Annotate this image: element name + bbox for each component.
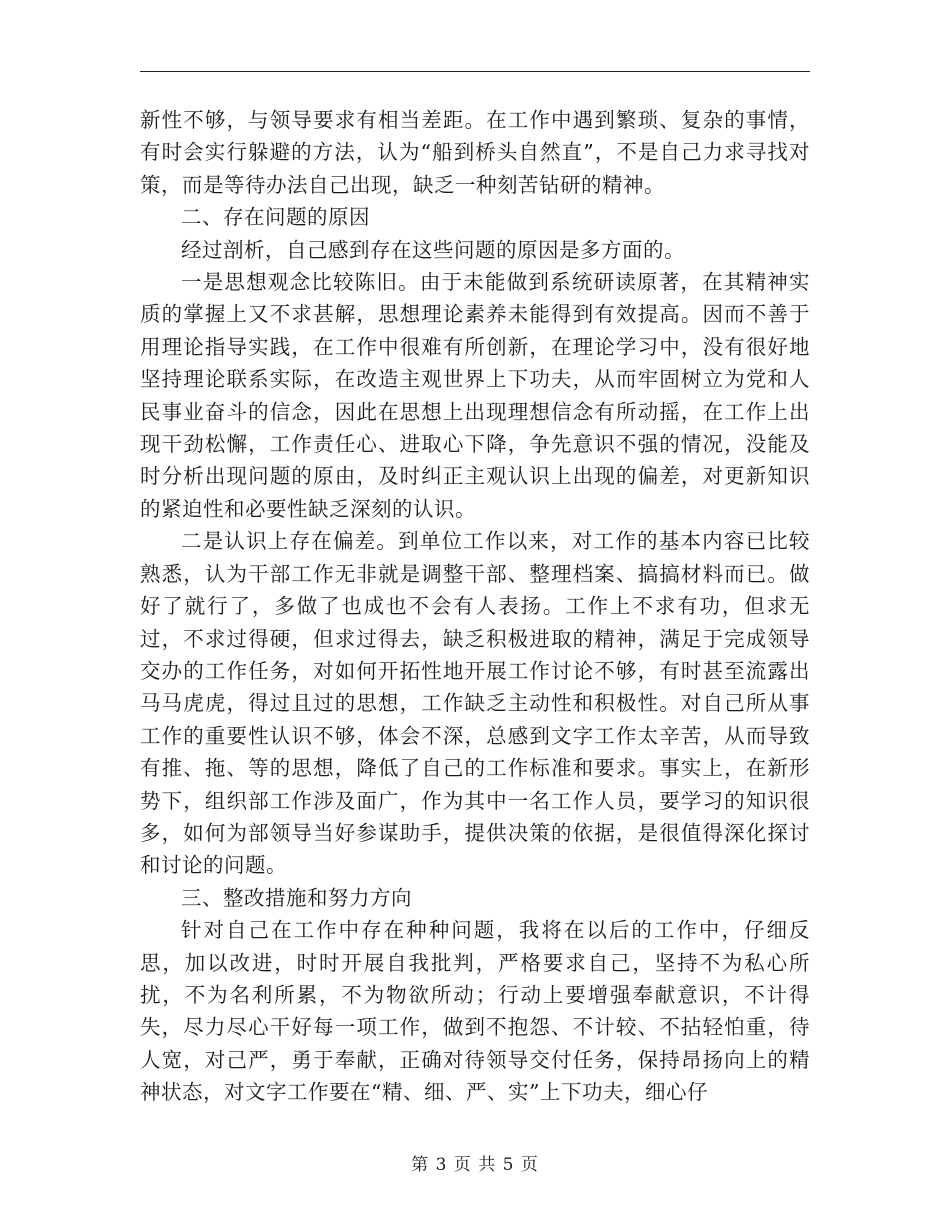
document-body [140,104,810,1109]
paragraph-intro: 经过剖析，自己感到存在这些问题的原因是多方面的。 [181,237,685,262]
paragraph-cause-two: 二是认识上存在偏差。到单位工作以来，对工作的基本内容已比较熟悉，认为干部工作无非就是调整干部、整理档案、搞搞材料而已。做好了就行了，多做了也成也不会有人表扬。工作上不求有功，但求无过，不求过得硬，但求过得去，缺乏积极进取的精神，满足于完成领导交办的工作任务，对如何开拓性地开展工作讨论不够，有时甚至流露出马马虎虎，得过且过的思想，工作缺乏主动性和积极性。对自己所从事工作的重要性认识不够，体会不深，总感到文字工作太辛苦，从而导致有推、拖、等的思想，降低了自己的工作标准和要求。事实上，在新形势下，组织部工作涉及面广，作为其中一名工作人员，要学习的知识很多，如何为部领导当好参谋助手，提供决策的依据，是很值得深化探讨和讨论的问题。 [140,529,810,878]
section-heading-causes: 二、存在问题的原因 [181,205,370,230]
page-footer: 第 3 页 共 5 页 [411,1155,539,1175]
header-rule [140,71,810,72]
section-heading-measures: 三、整改措施和努力方向 [181,885,412,910]
paragraph-measures: 针对自己在工作中存在种种问题，我将在以后的工作中，仔细反思，加以改进，时时开展自我批判，严格要求自己，坚持不为私心所扰，不为名利所累，不为物欲所动；行动上要增强奉献意识，不计得失，尽力尽心干好每一项工作，做到不抱怨、不计较、不拈轻怕重，待人宽，对己严，勇于奉献，正确对待领导交付任务，保持昂扬向上的精神状态，对文字工作要在“精、细、严、实”上下功夫，细心仔 [140,918,810,1105]
paragraph-cause-one: 一是思想观念比较陈旧。由于未能做到系统研读原著，在其精神实质的掌握上又不求甚解，思想理论素养未能得到有效提高。因而不善于用理论指导实践，在工作中很难有所创新，在理论学习中，没有很好地坚持理论联系实际，在改造主观世界上下功夫，从而牢固树立为党和人民事业奋斗的信念，因此在思想上出现理想信念有所动摇，在工作上出现干劲松懈，工作责任心、进取心下降，争先意识不强的情况，没能及时分析出现问题的原由，及时纠正主观认识上出现的偏差，对更新知识的紧迫性和必要性缺乏深刻的认识。 [140,270,810,521]
paragraph-continuation: 新性不够，与领导要求有相当差距。在工作中遇到繁琐、复杂的事情，有时会实行躲避的方法，认为“船到桥头自然直”，不是自己力求寻找对策，而是等待办法自己出现，缺乏一种刻苦钻研的精神。 [140,108,810,197]
